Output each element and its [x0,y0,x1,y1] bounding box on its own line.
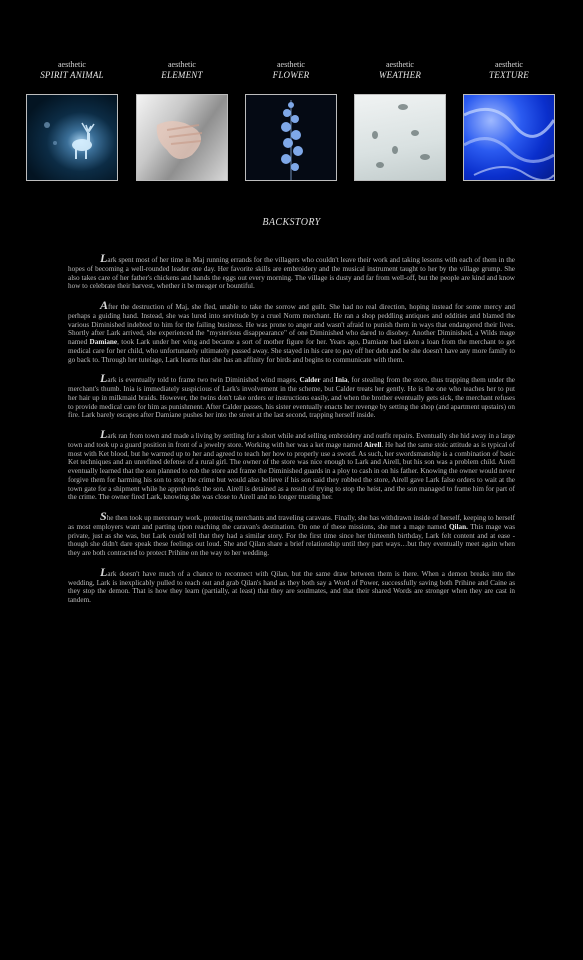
paragraph-text: , for stealing from the store, thus trapping them under the merchant's thumb. Inia is immediately suspicious of Lark's involvement in the scheme, but Calder treats her gently. He is the one who teaches her to put her hair up in milkmaid braids. However, the twins don't take orders or instructions easily, and when the brother eventually gets sick, the merchant refuses to provide medical care for him as punishment. After Calder passes, his sister eventually enacts her revenge by setting the shop (and apartment upstairs) on fire. Lark barely escapes after Damiane pushes her into the street at the last second, trapping herself inside. [68,376,515,420]
character-name: Qilan. [448,522,468,531]
drop-cap: L [100,371,108,386]
aesthetic-category: FLOWER [272,70,310,80]
aesthetic-category: ELEMENT [161,70,203,80]
aesthetic-label: aesthetic [277,60,305,69]
paragraph-text: ark spent most of her time in Maj running errands for the villagers who couldn't leave their work and taking lessons with each of them in the hopes of becoming a well-rounded leader one day. Her favorite skills are embroidery and the musical instrument taught to her by the village grump. She also takes care of her father's chickens and hands the eggs out every morning. The village is dusty and far from well-off, but the people are kind and know how to celebrate their harvest, whether it be meager or bountiful. [68,256,515,291]
character-name: Inia [335,376,348,385]
aesthetic-label: aesthetic [168,60,196,69]
aesthetic-category: WEATHER [378,70,422,80]
aesthetic-spirit-animal [24,60,120,81]
aesthetic-category: SPIRIT ANIMAL [40,70,104,80]
backstory-paragraph [68,251,515,291]
paragraph-text: , took Lark under her wing and became a sort of mother figure for her. Years ago, Damiane had taken a loan from the merchant to get medical care for her child, who unfortunately ultimately passed away. She stayed in his care to pay off her debt and be she doesn't have any more family to go back to. Through her tutelage, Lark learns that she has an affinity for birds and begins to communicate with them. [68,338,515,364]
backstory-paragraph [68,371,515,420]
aesthetics-row [0,60,583,185]
backstory-paragraph [68,298,515,364]
aesthetic-flower [243,60,339,81]
aesthetic-label: aesthetic [386,60,414,69]
paragraph-text: . He had the same stoic attitude as is typical of most with Ket blood, but he warmed up to her and agreed to teach her how to properly use a sword. As such, her swordsmanship is a combination of basic Ket techniques and an unrefined defense of a rural girl. The owner of the store was nice enough to Lark and Airell, but his son was a problem child. Airell eventually learned that the son planned to rob the store and frame the Diminished guards in a ploy to cash in on his father. Knowing the owner would never forgive them for harming his son to stop the crime but would also believe if his son said they robbed the store, Airell gave Lark false orders to wait at the town gate for a shipment while he apprehends the son. Airell is detained as a result of trying to stop the heist, and the son managed to frame him for part of the crime. The owner fired Lark, knowing she was close to Airell and no longer trusting her. [68,440,516,502]
character-name: Damiane [89,338,118,346]
aesthetic-texture [461,60,557,81]
character-name: Airell [364,440,382,449]
blue-flower-image [245,94,337,181]
drop-cap: L [100,564,108,579]
hand-stone-image [136,94,228,181]
backstory-text [68,251,516,615]
aesthetic-label: aesthetic [495,60,523,69]
paragraph-text: This mage was private, just as she was, but Lark could tell that they had a similar story. For the first time since her thirteenth birthday, Lark felt content and at ease - though she didn't dare speak these feelings out loud. She and Qilan share a brief relationship until they part ways…but they eventually meet again when they are both contracted to protect Prihine on the way to her wedding. [68,522,515,557]
drop-cap: S [100,509,107,523]
drop-cap: L [100,251,108,265]
drop-cap: L [100,427,108,441]
aesthetic-weather [352,60,448,81]
rain-drops-image [354,94,446,181]
paragraph-text: ark ran from town and made a living by settling for a short while and selling embroidery and outfit repairs. Eventually she hid away in a large town and took up a guard position in front of a jewelry store. Working with her was a ket mage named [68,432,515,449]
blue-fabric-image [463,94,555,181]
drop-cap: A [100,298,109,312]
section-title: BACKSTORY [262,217,321,228]
aesthetic-element [134,60,230,81]
paragraph-text: ark doesn't have much of a chance to reconnect with Qilan, but the same draw between them is there. When a demon breaks into the wedding, Lark is inexplicably pulled to reach out and grab Qilan's hand as they both say a Word of Power, successfully saving both Prihine and Caine as they stop the demon. That is how they learn (partially, at least) that they are soulmates, and that their shared Words are stronger when they are cast in tandem. [68,569,515,604]
backstory-paragraph [68,509,515,558]
backstory-paragraph [68,427,516,502]
paragraph-text: he then took up mercenary work, protecting merchants and traveling caravans. Finally, she has withdrawn inside of herself, keeping to herself as most employers want and parting upon reaching the caravan's destination. On one of these missions, she met a mage named [68,514,515,531]
aesthetic-category: TEXTURE [489,70,529,80]
paragraph-text: and [320,376,336,385]
aesthetic-label: aesthetic [58,60,86,69]
backstory-paragraph [68,564,515,605]
stag-spirit-image [26,94,118,181]
paragraph-text: ark is eventually told to frame two twin Diminished wind mages, [107,376,300,385]
character-name: Calder [299,376,321,385]
paragraph-text: fter the destruction of Maj, she fled, unable to take the sorrow and guilt. She had no real direction, hoping instead for some mercy and perhaps a guiding hand. Instead, she was lured into servitude by a cruel Norm merchant. He ran a shop peddling antiques and oddities and blamed the various Diminished indebted to him for the failing business. He was prone to anger and wasn't afraid to punish them in ways that endangered their lives. Shortly after Lark arrived, she experienced the "mysterious disappearance" of one Diminished who dared to disobey. Another Diminished, a Wilds mage named [68,303,515,346]
